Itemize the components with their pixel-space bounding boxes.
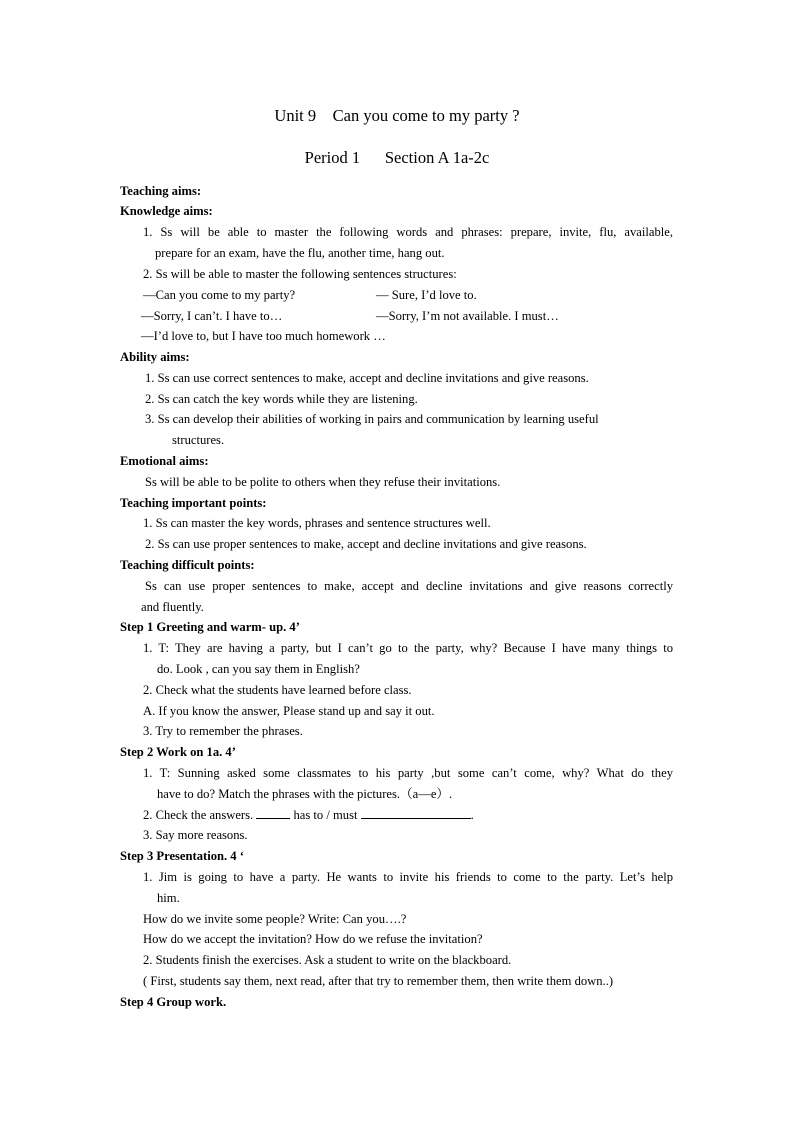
step-2-item-2-middle: has to / must (290, 808, 361, 822)
dialogue-1-right: — Sure, I’d love to. (376, 288, 477, 302)
ability-aim-2: 2. Ss can catch the key words while they are listening. (145, 392, 418, 406)
heading-step-3: Step 3 Presentation. 4 ‘ (120, 849, 244, 863)
ability-aim-3-line-2: structures. (172, 433, 225, 447)
important-point-2: 2. Ss can use proper sentences to make, accept and decline invitations and give reasons. (145, 537, 587, 551)
document-subtitle: Period 1 Section A 1a-2c (304, 148, 490, 167)
step-2-item-2-end: . (470, 808, 474, 822)
answer-blank-2 (361, 807, 471, 819)
heading-ability-aims: Ability aims: (120, 350, 190, 364)
ability-aim-3-line-1: 3. Ss can develop their abilities of working in pairs and communication by learning useful (145, 412, 599, 426)
step-1-item-1-line-2: do. Look , can you say them in English? (157, 662, 360, 676)
heading-emotional-aims: Emotional aims: (120, 454, 209, 468)
answer-blank-1 (256, 807, 290, 819)
step-2-item-1-line-1: 1. T: Sunning asked some classmates to his party ,but some can’t come, why? What do they (143, 766, 673, 780)
step-2-item-2-prefix: 2. Check the answers. (143, 808, 257, 822)
step-2-item-1-line-2: have to do? Match the phrases with the pictures.（a—e）. (157, 787, 453, 801)
heading-step-2: Step 2 Work on 1a. 4’ (120, 745, 236, 759)
step-3-item-1-line-2: him. (157, 891, 180, 905)
step-3-question-2: How do we accept the invitation? How do we refuse the invitation? (143, 932, 483, 946)
knowledge-aim-2: 2. Ss will be able to master the following sentences structures: (143, 267, 457, 281)
step-2-item-2 (143, 807, 474, 823)
document-title: Unit 9 Can you come to my party ? (274, 106, 520, 125)
step-2-item-3: 3. Say more reasons. (143, 828, 248, 842)
dialogue-2-right: —Sorry, I’m not available. I must… (376, 309, 559, 323)
step-1-item-3: 3. Try to remember the phrases. (143, 724, 303, 738)
emotional-aim-1: Ss will be able to be polite to others when they refuse their invitations. (145, 475, 501, 489)
heading-step-1: Step 1 Greeting and warm- up. 4’ (120, 620, 300, 634)
dialogue-3: —I’d love to, but I have too much homework … (141, 329, 386, 343)
important-point-1: 1. Ss can master the key words, phrases and sentence structures well. (143, 516, 491, 530)
step-3-note: ( First, students say them, next read, after that try to remember them, then write them down..) (143, 974, 614, 988)
step-1-item-2: 2. Check what the students have learned before class. (143, 683, 412, 697)
knowledge-aim-1-line-1: 1. Ss will be able to master the following words and phrases: prepare, invite, flu, available, (143, 225, 673, 239)
heading-knowledge-aims: Knowledge aims: (120, 204, 213, 218)
step-3-item-1-line-1: 1. Jim is going to have a party. He wants to invite his friends to come to the party. Let’s help (143, 870, 673, 884)
step-3-item-2: 2. Students finish the exercises. Ask a student to write on the blackboard. (143, 953, 512, 967)
heading-teaching-aims: Teaching aims: (120, 184, 202, 198)
knowledge-aim-1-line-2: prepare for an exam, have the flu, another time, hang out. (155, 246, 445, 260)
dialogue-2-left: —Sorry, I can’t. I have to… (141, 309, 283, 323)
difficult-point-line-1: Ss can use proper sentences to make, accept and decline invitations and give reasons correctly (145, 579, 673, 593)
heading-difficult-points: Teaching difficult points: (120, 558, 255, 572)
step-1-item-a: A. If you know the answer, Please stand up and say it out. (143, 704, 435, 718)
heading-step-4: Step 4 Group work. (120, 995, 227, 1009)
ability-aim-1: 1. Ss can use correct sentences to make, accept and decline invitations and give reasons. (145, 371, 589, 385)
dialogue-1-left: —Can you come to my party? (143, 288, 296, 302)
heading-important-points: Teaching important points: (120, 496, 267, 510)
step-3-question-1: How do we invite some people? Write: Can you….? (143, 912, 407, 926)
step-1-item-1-line-1: 1. T: They are having a party, but I can’t go to the party, why? Because I have many things to (143, 641, 673, 655)
difficult-point-line-2: and fluently. (141, 600, 204, 614)
